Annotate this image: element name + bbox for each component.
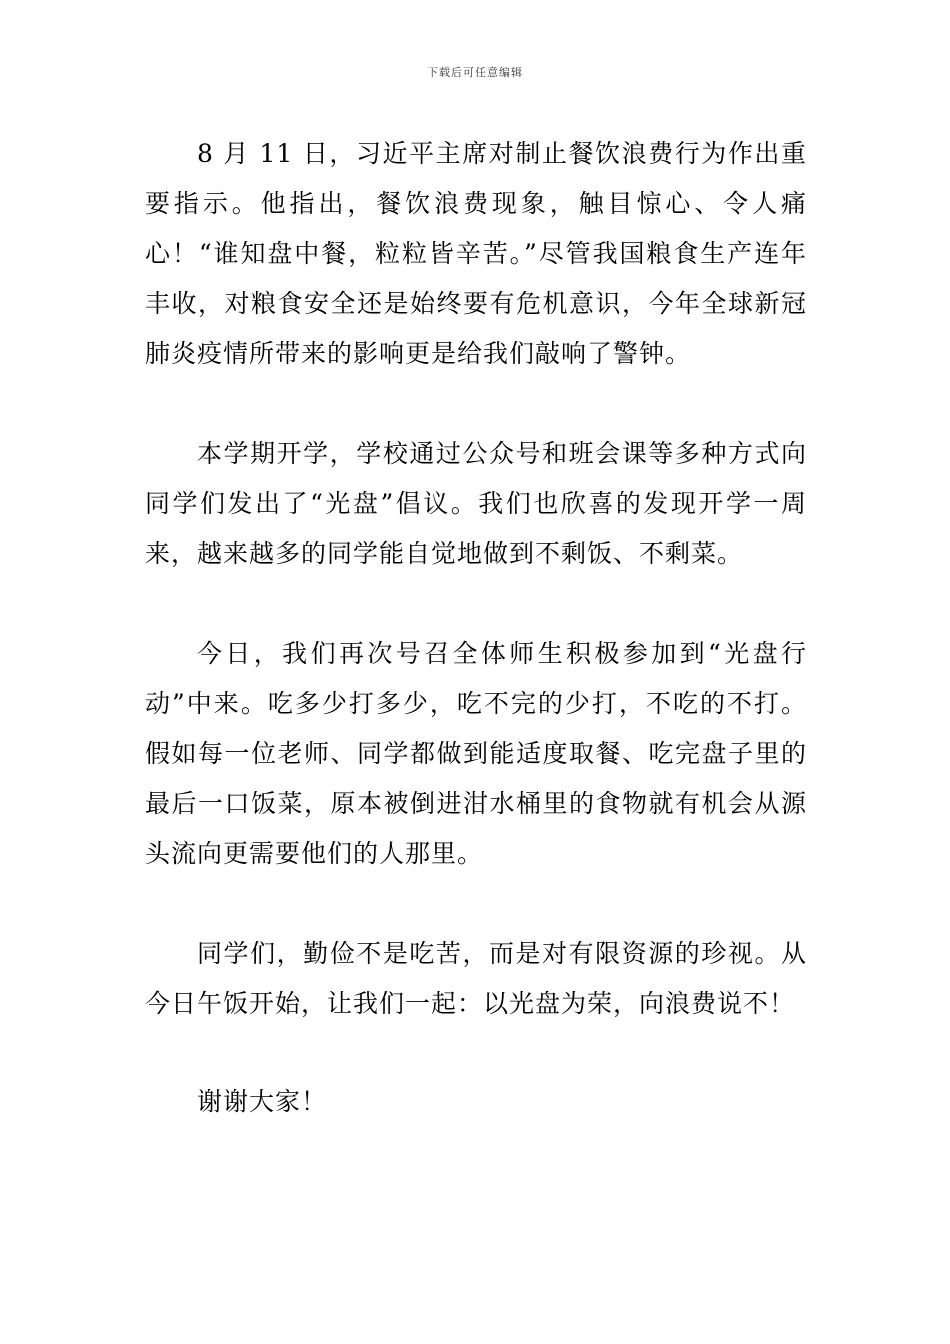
header-note: 下载后可任意编辑 bbox=[427, 66, 523, 79]
closing-line: 谢谢大家！ bbox=[197, 1087, 328, 1116]
paragraph-3: 今日，我们再次号召全体师生积极参加到“光盘行动”中来。吃多少打多少，吃不完的少打，不吃的不打。假如每一位老师、同学都做到能适度取餐、吃完盘子里的最后一口饭菜，原本被倒进泔水桶里的食物就有机会从源头流向更需要他们的人那里。 bbox=[145, 639, 807, 868]
paragraph-1: 8 月 11 日，习近平主席对制止餐饮浪费行为作出重要指示。他指出，餐饮浪费现象，触目惊心、令人痛心！“谁知盘中餐，粒粒皆辛苦。”尽管我国粮食生产连年丰收，对粮食安全还是始终要有危机意识，今年全球新冠肺炎疫情所带来的影响更是给我们敲响了警钟。 bbox=[145, 139, 807, 368]
paragraph-2: 本学期开学，学校通过公众号和班会课等多种方式向同学们发出了“光盘”倡议。我们也欣喜的发现开学一周来，越来越多的同学能自觉地做到不剩饭、不剩菜。 bbox=[145, 439, 807, 568]
paragraph-4: 同学们，勤俭不是吃苦，而是对有限资源的珍视。从今日午饭开始，让我们一起：以光盘为荣，向浪费说不！ bbox=[145, 939, 807, 1018]
document-body bbox=[145, 129, 807, 1127]
